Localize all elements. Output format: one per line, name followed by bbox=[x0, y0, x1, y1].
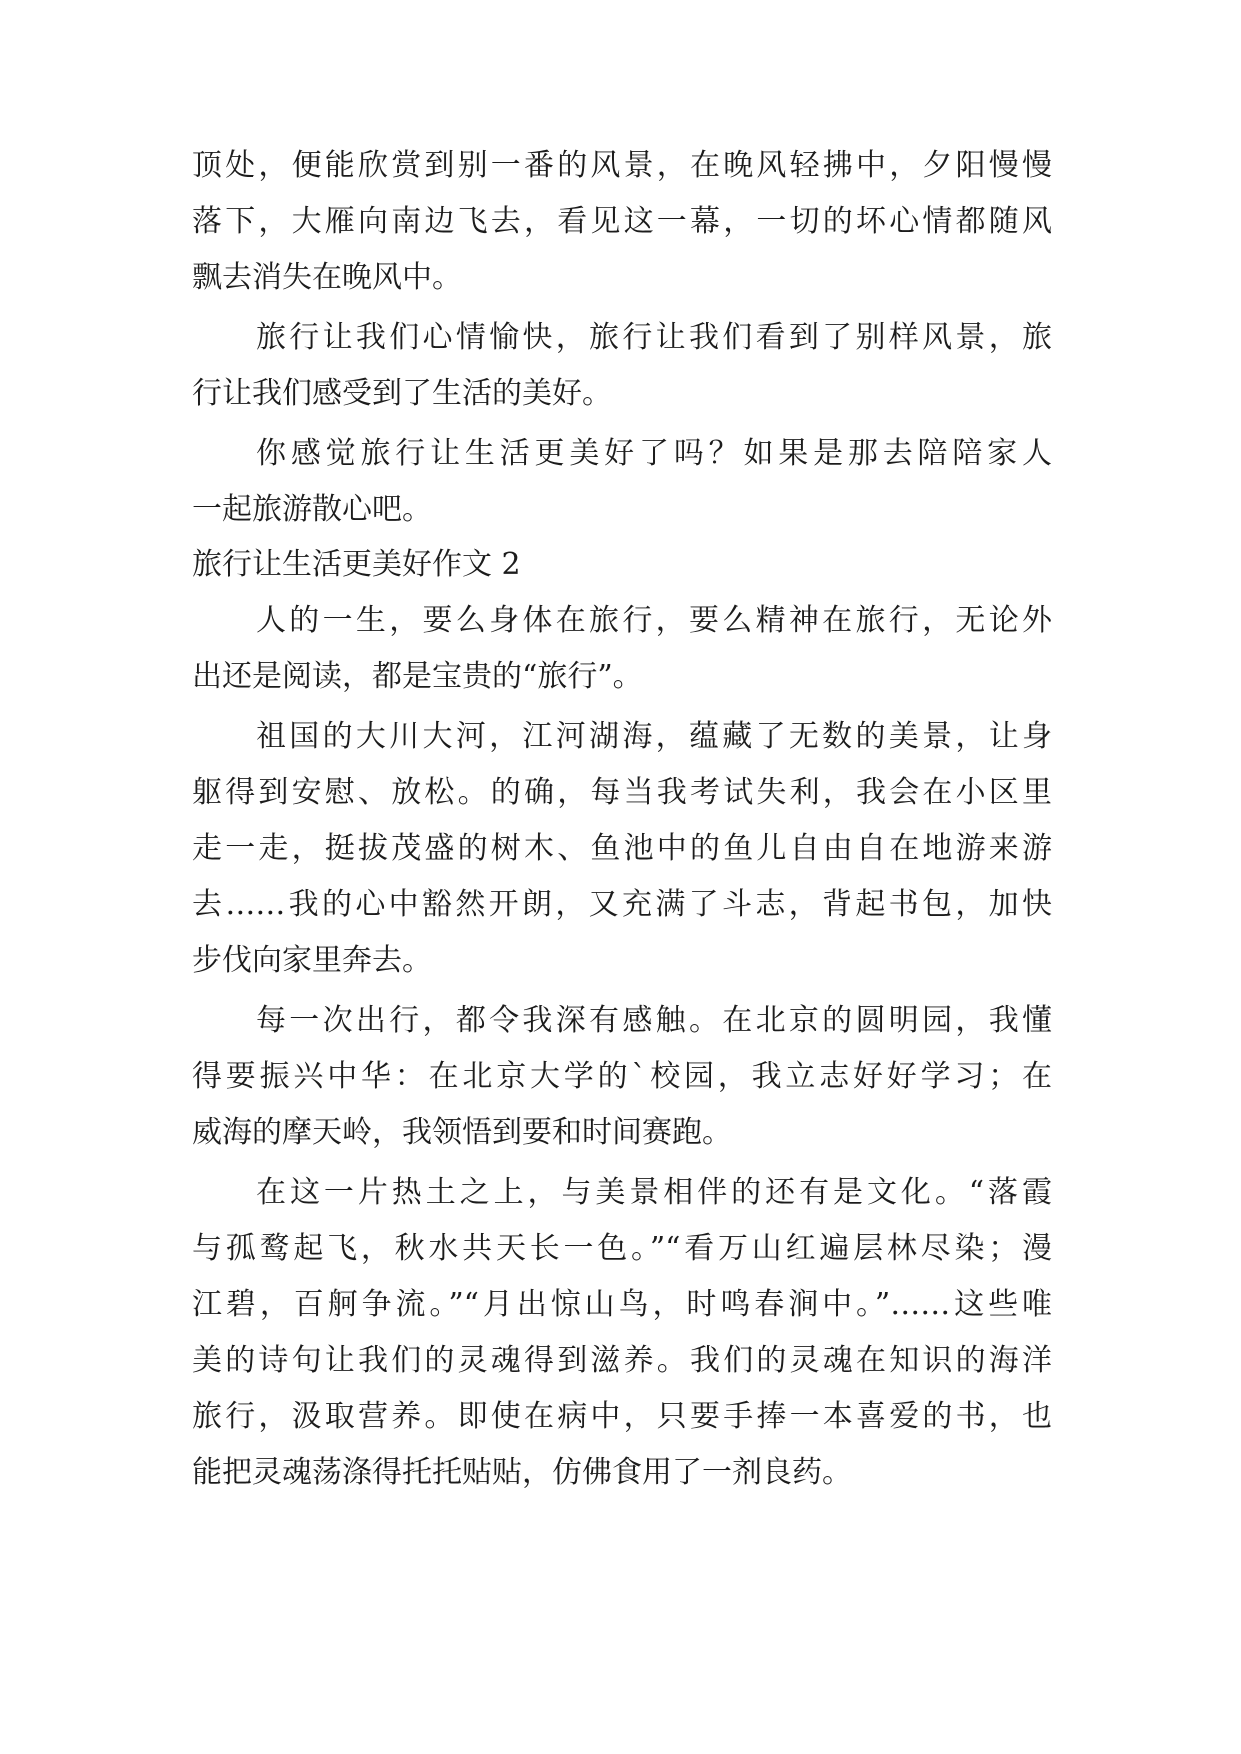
text-line: 去……我的心中豁然开朗，又充满了斗志，背起书包，加快 bbox=[192, 887, 1052, 922]
text-line: 一起旅游散心吧。 bbox=[192, 492, 432, 527]
text-line: 美的诗句让我们的灵魂得到滋养。我们的灵魂在知识的海洋 bbox=[192, 1343, 1052, 1378]
text-line: 祖国的大川大河，江河湖海，蕴藏了无数的美景，让身 bbox=[256, 719, 1052, 754]
text-line: 你感觉旅行让生活更美好了吗？如果是那去陪陪家人 bbox=[256, 436, 1052, 471]
text-line: 出还是阅读，都是宝贵的“旅行”。 bbox=[192, 659, 643, 694]
text-line: 旅行让我们心情愉快，旅行让我们看到了别样风景，旅 bbox=[256, 320, 1052, 355]
text-line: 飘去消失在晚风中。 bbox=[192, 260, 462, 295]
text-line: 能把灵魂荡涤得托托贴贴，仿佛食用了一剂良药。 bbox=[192, 1455, 852, 1490]
text-line: 步伐向家里奔去。 bbox=[192, 943, 432, 978]
text-line: 走一走，挺拔茂盛的树木、鱼池中的鱼儿自由自在地游来游 bbox=[192, 831, 1052, 866]
text-line: 行让我们感受到了生活的美好。 bbox=[192, 376, 612, 411]
text-line: 威海的摩天岭，我领悟到要和时间赛跑。 bbox=[192, 1115, 732, 1150]
text-line: 得要振兴中华：在北京大学的`校园，我立志好好学习；在 bbox=[192, 1059, 1052, 1094]
text-line: 江碧，百舸争流。”“月出惊山鸟，时鸣春涧中。”……这些唯 bbox=[192, 1287, 1052, 1322]
text-line: 每一次出行，都令我深有感触。在北京的圆明园，我懂 bbox=[256, 1003, 1052, 1038]
text-line: 落下，大雁向南边飞去，看见这一幕，一切的坏心情都随风 bbox=[192, 204, 1052, 239]
text-line: 在这一片热土之上，与美景相伴的还有是文化。“落霞 bbox=[256, 1175, 1052, 1210]
text-line: 躯得到安慰、放松。的确，每当我考试失利，我会在小区里 bbox=[192, 775, 1052, 810]
section-heading: 旅行让生活更美好作文 2 bbox=[192, 547, 521, 582]
text-line: 与孤鹜起飞，秋水共天长一色。”“看万山红遍层林尽染；漫 bbox=[192, 1231, 1052, 1266]
text-line: 顶处，便能欣赏到别一番的风景，在晚风轻拂中，夕阳慢慢 bbox=[192, 148, 1052, 183]
text-line: 旅行，汲取营养。即使在病中，只要手捧一本喜爱的书，也 bbox=[192, 1399, 1052, 1434]
text-line: 人的一生，要么身体在旅行，要么精神在旅行，无论外 bbox=[256, 603, 1052, 638]
